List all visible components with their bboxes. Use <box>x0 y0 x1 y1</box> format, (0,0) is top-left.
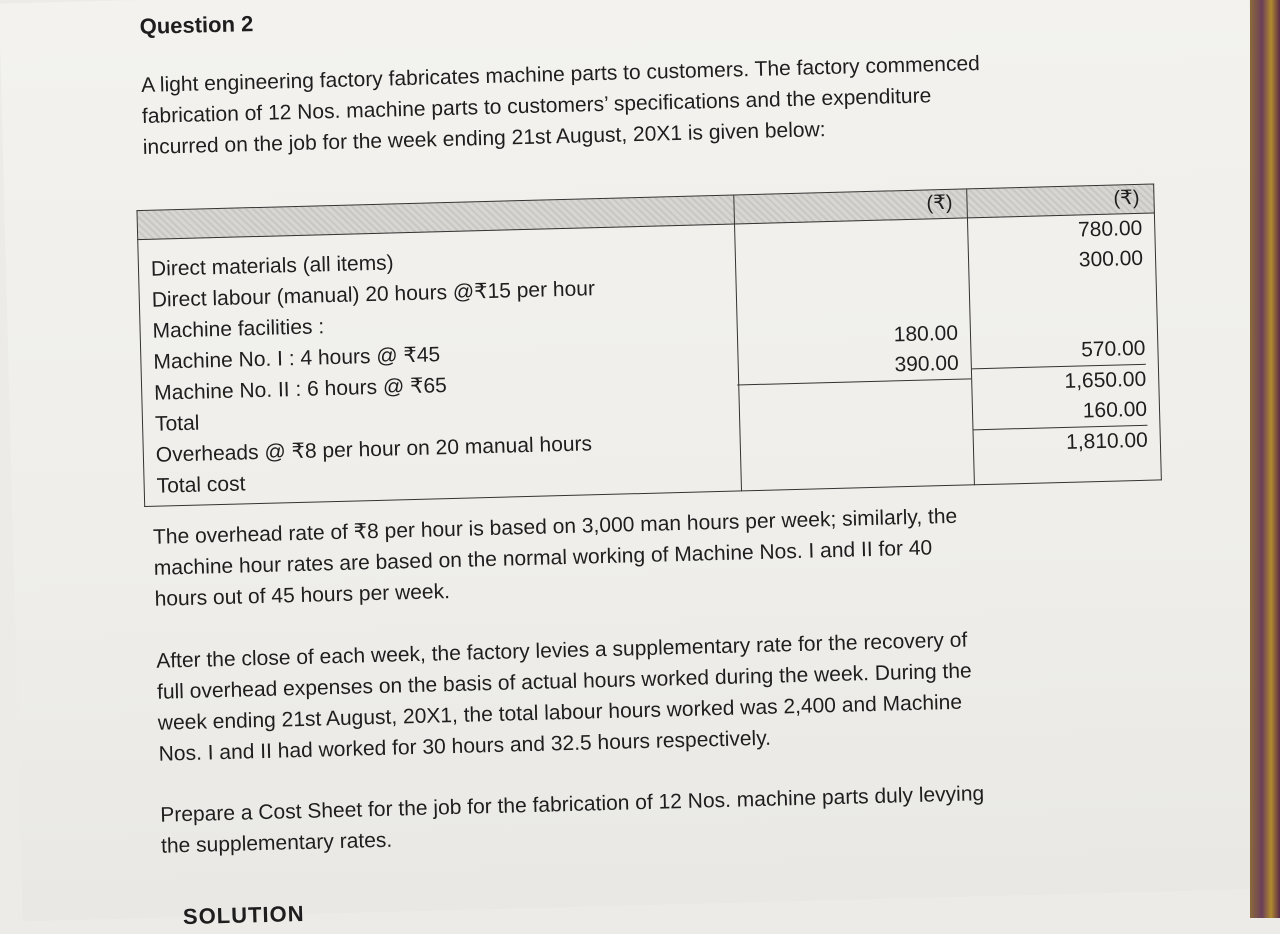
row-label: Direct labour (manual) 20 hours @₹15 per hour <box>151 277 596 312</box>
intro-paragraph: A light engineering factory fabricates machine parts to customers. The factory commenced fabrication of 12 Nos. machine parts to customers’ specifications and the expenditure incurred on the job for the week ending 21st August, 20X1 is given below: <box>140 52 981 159</box>
amount-cell: 300.00 <box>1078 246 1144 272</box>
amount-cell: 780.00 <box>1077 216 1143 242</box>
amount-column-2 <box>735 218 975 491</box>
amount-cell: 1,810.00 <box>973 425 1148 461</box>
question-title: Question 2 <box>139 11 254 40</box>
table-body-row <box>138 213 1162 507</box>
row-label: Machine No. I : 4 hours @ ₹45 <box>153 343 441 374</box>
unit-header-col2: (₹) <box>734 189 968 224</box>
supplementary-rate-paragraph: After the close of each week, the factory levies a supplementary rate for the recovery of full overhead expenses on the basis of actual hours worked during the week. During the week ending 21st August, 20X1, the total labour hours worked was 2,400 and Machine Nos. I and II had worked for 30 hours and 32.5 hours respectively. <box>155 628 972 766</box>
amount-cell: 180.00 <box>893 321 959 347</box>
solution-heading: SOLUTION <box>182 900 305 930</box>
row-label: Machine facilities : <box>152 315 325 343</box>
unit-header-col3: (₹) <box>967 184 1155 218</box>
overhead-rate-paragraph: The overhead rate of ₹8 per hour is based on 3,000 man hours per week; similarly, the machine hour rates are based on the normal working of Machine Nos. I and II for 40 hours out of 45 hours per week. <box>152 504 958 611</box>
row-label: Total cost <box>156 472 246 498</box>
amount-column-3 <box>967 213 1161 485</box>
row-label: Overheads @ ₹8 per hour on 20 manual hours <box>155 432 593 467</box>
expenditure-table <box>136 184 1161 508</box>
row-label: Machine No. II : 6 hours @ ₹65 <box>153 374 448 405</box>
row-label: Direct materials (all items) <box>150 251 394 281</box>
row-label: Total <box>154 411 200 436</box>
amount-cell: 1,650.00 <box>972 364 1147 400</box>
amount-cell: 160.00 <box>1082 397 1148 423</box>
item-labels <box>138 224 742 507</box>
amount-cell: 570.00 <box>1080 336 1146 362</box>
background-edge <box>1250 0 1280 918</box>
amount-cell: 390.00 <box>894 351 960 377</box>
task-paragraph: Prepare a Cost Sheet for the job for the fabrication of 12 Nos. machine parts duly levying the supplementary rates. <box>159 782 985 858</box>
